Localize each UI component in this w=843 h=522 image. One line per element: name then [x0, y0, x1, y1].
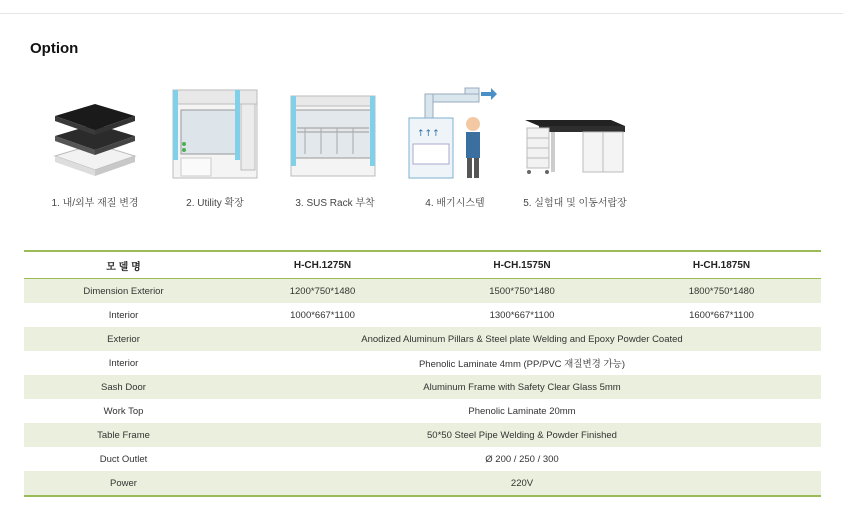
- svg-text:↑↑↑: ↑↑↑: [417, 129, 440, 139]
- cell-merged: Anodized Aluminum Pillars & Steel plate Welding and Epoxy Powder Coated: [223, 327, 821, 351]
- row-label: Dimension Exterior: [24, 279, 223, 304]
- model-header-1275: H-CH.1275N: [223, 251, 422, 279]
- cell-merged: Ø 200 / 250 / 300: [485, 453, 559, 465]
- section-title: Option: [30, 40, 79, 57]
- lab-bench-drawers-image: [515, 84, 635, 184]
- exhaust-system-image: [395, 84, 515, 184]
- cell-value: 1200*750*1480: [223, 279, 422, 304]
- cell-merged: Phenolic Laminate 20mm: [468, 405, 576, 417]
- table-row: [24, 303, 821, 327]
- cell-value: 1300*667*1100: [489, 309, 555, 321]
- row-label: Interior: [108, 309, 139, 321]
- option-item-material[interactable]: [35, 80, 155, 215]
- option-caption: 4. 배기시스템: [425, 198, 485, 209]
- top-divider: [0, 13, 843, 14]
- table-row: [24, 423, 821, 447]
- spec-header-row: [24, 251, 821, 279]
- row-label: Work Top: [103, 405, 144, 417]
- table-row: [24, 279, 821, 304]
- spec-table: [24, 250, 821, 497]
- option-item-utility[interactable]: [155, 80, 275, 215]
- cell-merged: 220V: [223, 471, 821, 496]
- option-item-sus-rack[interactable]: [275, 80, 395, 215]
- table-row: [24, 351, 821, 375]
- row-label: Duct Outlet: [99, 453, 148, 465]
- option-item-lab-bench[interactable]: [515, 80, 635, 215]
- cell-merged: Aluminum Frame with Safety Clear Glass 5mm: [223, 375, 821, 399]
- cell-merged: 50*50 Steel Pipe Welding & Powder Finished: [223, 423, 821, 447]
- model-name-header: 모 델 명: [24, 251, 223, 279]
- cell-value: 1600*667*1100: [689, 309, 754, 321]
- option-caption: 2. Utility 확장: [186, 198, 244, 209]
- option-caption: 1. 내/외부 재질 변경: [51, 198, 139, 209]
- model-header-1575: H-CH.1575N: [422, 251, 622, 279]
- row-label: Sash Door: [24, 375, 223, 399]
- model-header-1875: H-CH.1875N: [622, 251, 821, 279]
- fume-hood-rack-image: [275, 84, 395, 184]
- table-row: [24, 447, 821, 471]
- table-row: [24, 375, 821, 399]
- row-label: Table Frame: [24, 423, 223, 447]
- row-label: Interior: [108, 357, 139, 369]
- table-row: [24, 327, 821, 351]
- table-row: [24, 471, 821, 496]
- option-caption: 3. SUS Rack 부착: [295, 198, 375, 209]
- cell-merged: Phenolic Laminate 4mm (PP/PVC 재질변경 가능): [418, 359, 626, 370]
- fume-hood-utility-image: [155, 84, 275, 184]
- cell-value: 1500*750*1480: [422, 279, 622, 304]
- table-row: [24, 399, 821, 423]
- cell-value: 1800*750*1480: [622, 279, 821, 304]
- option-item-exhaust[interactable]: [395, 80, 515, 215]
- layered-panels-image: [35, 84, 155, 184]
- row-label: Power: [24, 471, 223, 496]
- cell-value: 1000*667*1100: [290, 309, 355, 321]
- option-caption: 5. 실험대 및 이동서랍장: [523, 198, 627, 209]
- row-label: Exterior: [24, 327, 223, 351]
- option-gallery: [0, 80, 843, 220]
